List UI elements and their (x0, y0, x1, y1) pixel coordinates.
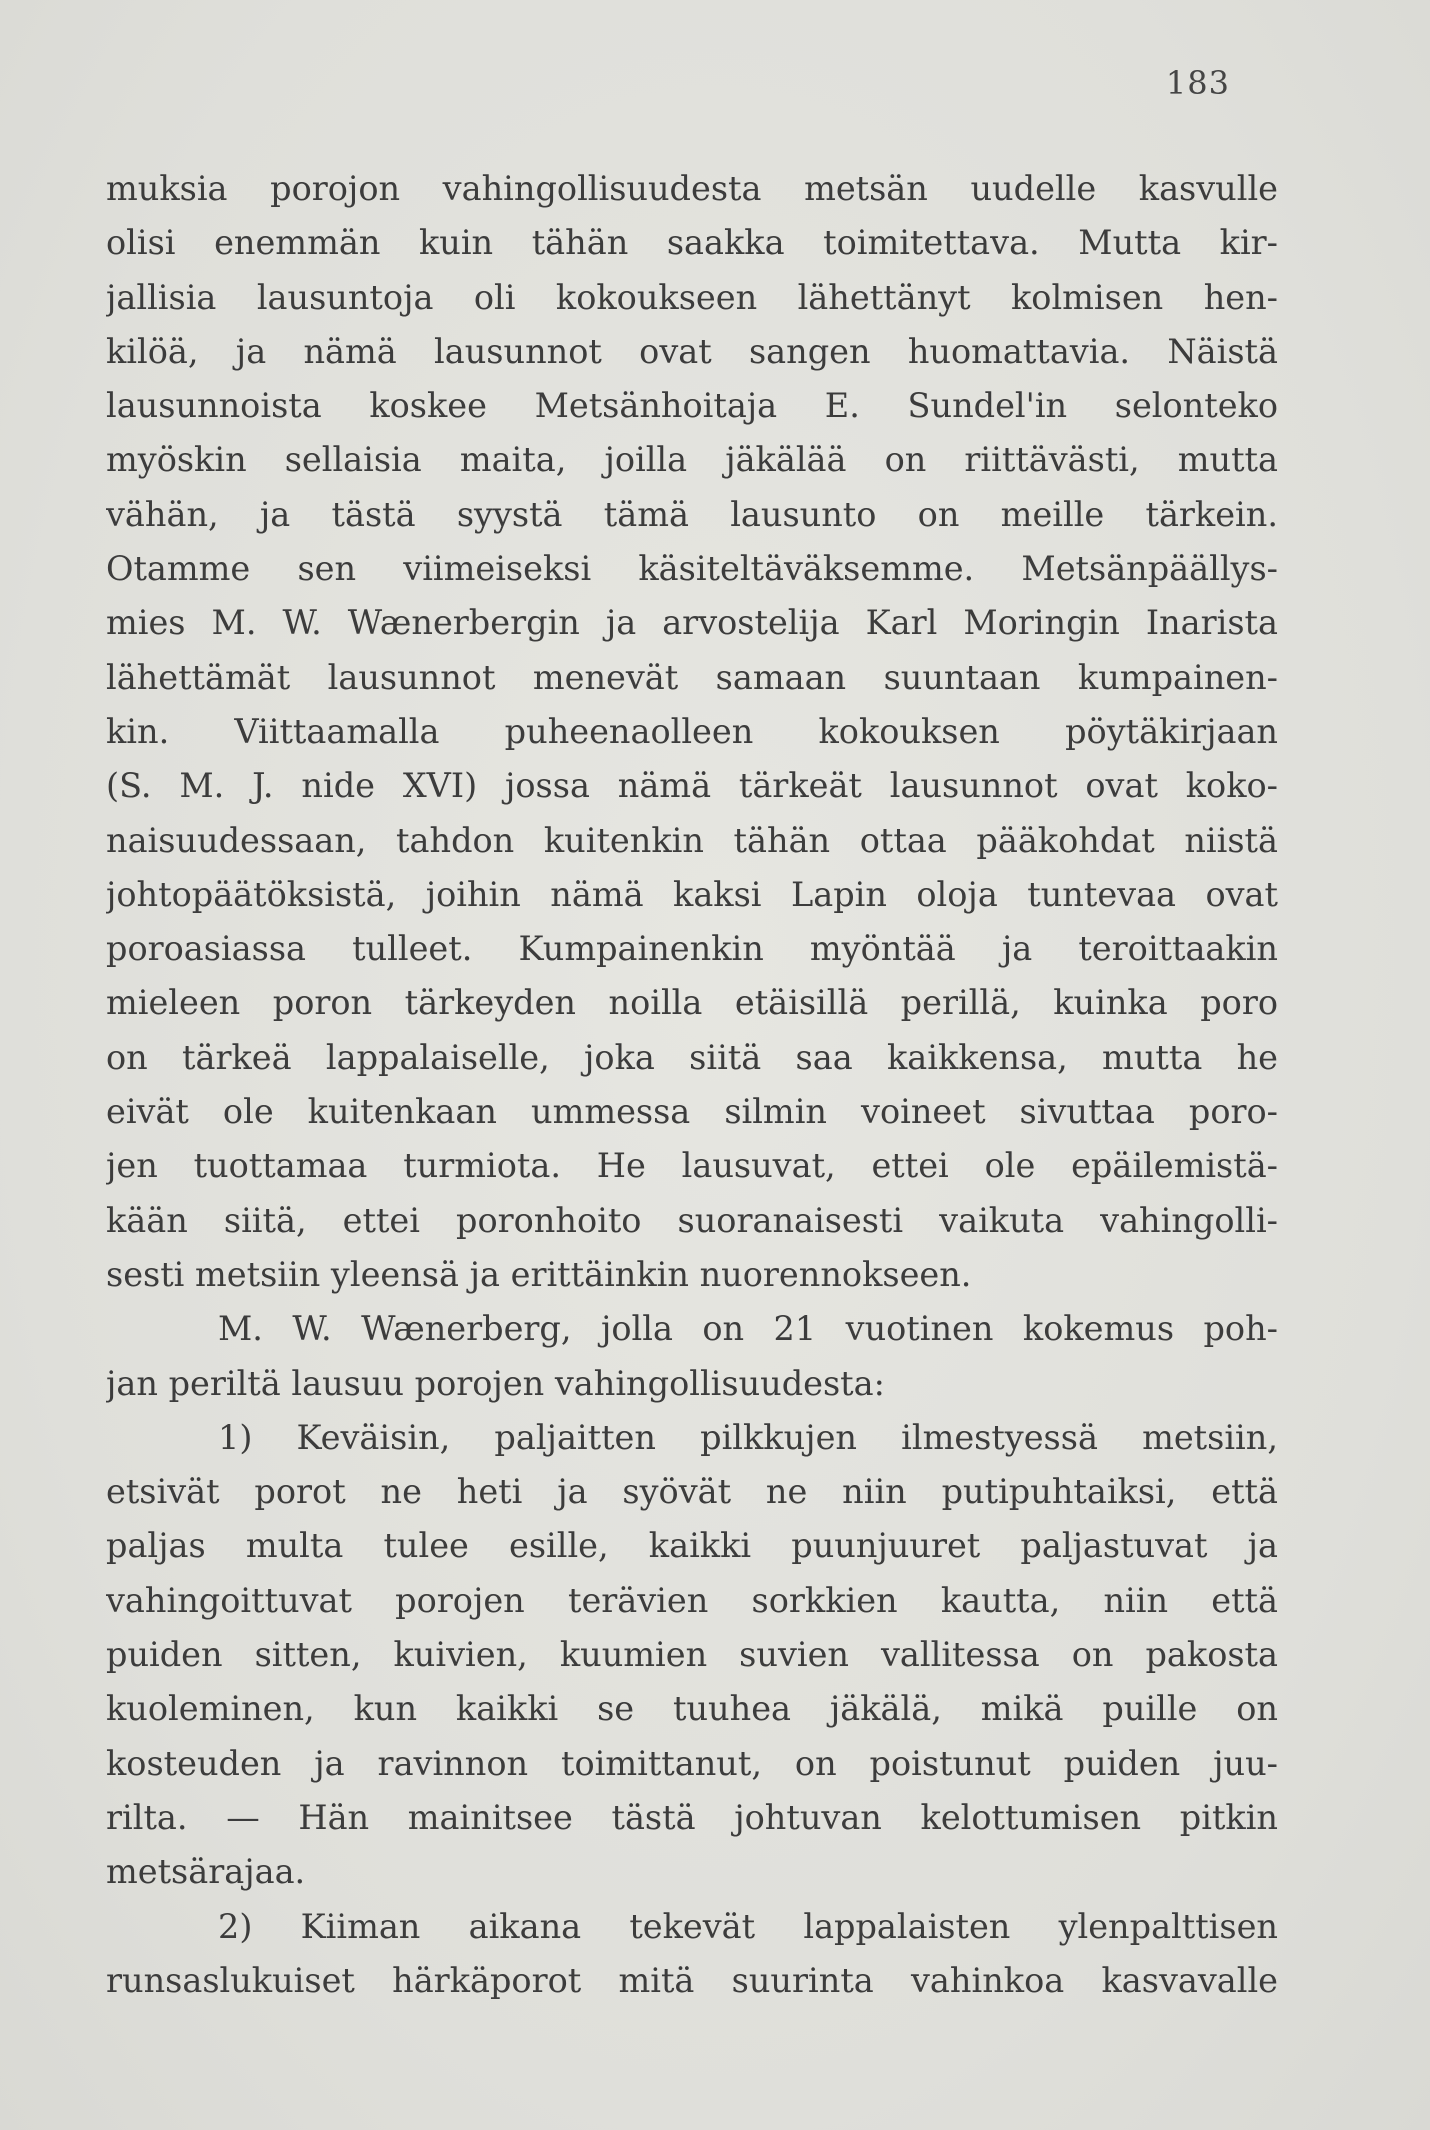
text-line: kosteuden ja ravinnon toimittanut, on poistunut puiden juu- (106, 1743, 1278, 1783)
text-line: muksia porojon vahingollisuudesta metsän uudelle kasvulle (106, 169, 1278, 208)
text-line: paljas multa tulee esille, kaikki puunjuuret paljastuvat ja (106, 1526, 1278, 1566)
text-line: rilta. — Hän mainitsee tästä johtuvan kelottumisen pitkin (106, 1797, 1278, 1837)
text-line: jen tuottamaa turmiota. He lausuvat, ettei ole epäilemistä- (106, 1146, 1278, 1186)
text-line: kään siitä, ettei poronhoito suoranaisesti vaikuta vahingolli- (106, 1200, 1278, 1240)
text-line: poroasiassa tulleet. Kumpainenkin myöntää ja teroittaakin (106, 929, 1278, 969)
text-line: kuoleminen, kun kaikki se tuuhea jäkälä, mikä puille on (106, 1689, 1278, 1729)
text-line: myöskin sellaisia maita, joilla jäkälää on riittävästi, mutta (106, 440, 1278, 480)
text-line: etsivät porot ne heti ja syövät ne niin putipuhtaiksi, että (106, 1472, 1278, 1512)
text-line: Otamme sen viimeiseksi käsiteltäväksemme. Metsänpäällys- (106, 549, 1278, 589)
text-line: kin. Viittaamalla puheenaolleen kokouksen pöytäkirjaan (106, 711, 1278, 751)
text-line: runsaslukuiset härkäporot mitä suurinta vahinkoa kasvavalle (106, 1960, 1278, 2000)
text-line: mies M. W. Wænerbergin ja arvostelija Karl Moringin Inarista (106, 603, 1278, 643)
text-line: mieleen poron tärkeyden noilla etäisillä perillä, kuinka poro (106, 983, 1278, 1023)
text-line: vahingoittuvat porojen terävien sorkkien kautta, niin että (106, 1580, 1278, 1620)
text-line: jan periltä lausuu porojen vahingollisuudesta: (106, 1363, 885, 1403)
text-line: 1) Keväisin, paljaitten pilkkujen ilmestyessä metsiin, (218, 1417, 1278, 1457)
text-line: sesti metsiin yleensä ja erittäinkin nuorennokseen. (106, 1254, 972, 1294)
text-line: on tärkeä lappalaiselle, joka siitä saa kaikkensa, mutta he (106, 1037, 1278, 1077)
text-line: lähettämät lausunnot menevät samaan suuntaan kumpainen- (106, 657, 1278, 697)
text-line: eivät ole kuitenkaan ummessa silmin voineet sivuttaa poro- (106, 1092, 1278, 1132)
text-line: 2) Kiiman aikana tekevät lappalaisten ylenpalttisen (218, 1906, 1278, 1946)
page-number: 183 (1165, 64, 1230, 102)
text-line: lausunnoista koskee Metsänhoitaja E. Sundel'in selonteko (106, 386, 1278, 426)
text-line: olisi enemmän kuin tähän saakka toimitettava. Mutta kir- (106, 223, 1278, 263)
text-line: M. W. Wænerberg, jolla on 21 vuotinen kokemus poh- (218, 1309, 1278, 1349)
text-line: (S. M. J. nide XVI) jossa nämä tärkeät lausunnot ovat koko- (106, 766, 1278, 806)
text-line: jallisia lausuntoja oli kokoukseen lähettänyt kolmisen hen- (106, 277, 1278, 317)
text-line: kilöä, ja nämä lausunnot ovat sangen huomattavia. Näistä (106, 331, 1278, 371)
text-line: johtopäätöksistä, joihin nämä kaksi Lapin oloja tuntevaa ovat (106, 874, 1278, 914)
text-line: vähän, ja tästä syystä tämä lausunto on meille tärkein. (106, 494, 1278, 534)
body-text (106, 162, 1278, 2008)
text-line: naisuudessaan, tahdon kuitenkin tähän ottaa pääkohdat niistä (106, 820, 1278, 860)
text-line: puiden sitten, kuivien, kuumien suvien vallitessa on pakosta (106, 1635, 1278, 1675)
text-line: metsärajaa. (106, 1852, 306, 1892)
